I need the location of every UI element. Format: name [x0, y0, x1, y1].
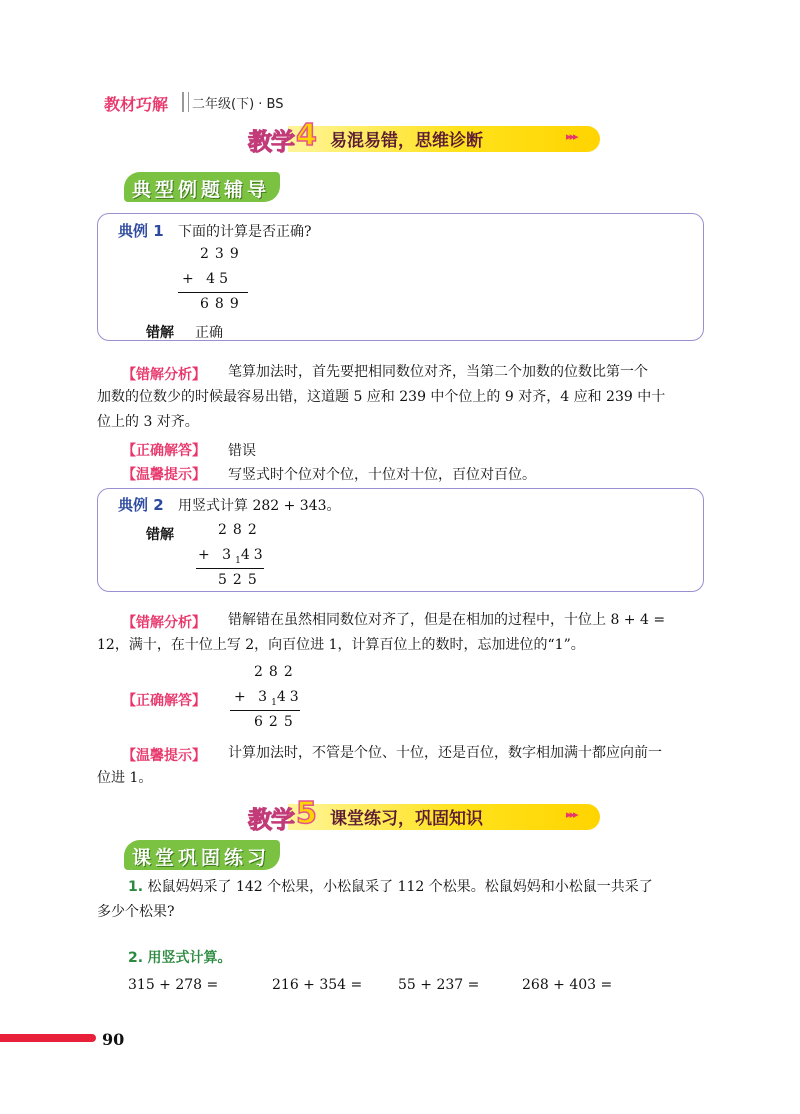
calc-3-addend [234, 689, 303, 708]
exercise-1-line-2: 多少个松果? [97, 904, 175, 920]
page-number: 90 [102, 1030, 125, 1049]
calc-addend: + 45 [182, 271, 232, 287]
exercise-2-item: 315 + 278 = [128, 977, 219, 993]
calc-2-result: 525 [218, 572, 263, 588]
sub-banner-examples [124, 172, 280, 206]
calc-top: 239 [200, 246, 245, 262]
exercise-2-heading [128, 946, 232, 971]
calc-2-line [196, 568, 264, 569]
sub-banner-title: 课堂巩固练习 [132, 847, 271, 869]
analysis-1-line-1: 笔算加法时，首先要把相同数位对齐，当第二个加数的位数比第一个 [228, 364, 648, 380]
arrows-icon: ▸▸▸ [566, 808, 577, 821]
banner-title: 易混易错，思维诊断 [330, 131, 483, 151]
calc-2-addend-a: + 3 [198, 547, 236, 563]
banner-step-number: 4 [296, 118, 317, 153]
tip-2-tag: 【温馨提示】 [122, 748, 206, 764]
example-2-label: 典例 2 [118, 496, 164, 514]
calc-2-addend-b: 43 [240, 547, 267, 563]
wrong-solution-label: 错解 [146, 325, 174, 341]
analysis-2-line-1: 错解错在虽然相同数位对齐了，但是在相加的过程中，十位上 8 + 4 = [228, 612, 666, 628]
arrows-icon: ▸▸▸ [566, 130, 577, 143]
example-2-question: 用竖式计算 282 + 343。 [178, 498, 341, 514]
tip-2-line-1: 计算加法时，不管是个位、十位，还是百位，数字相加满十都应向前一 [228, 745, 662, 761]
wrong-solution-label-2: 错解 [146, 527, 174, 543]
answer-2-tag: 【正确解答】 [122, 693, 206, 709]
book-title: 教材巧解 [104, 95, 169, 114]
calc-3-addend-a: + 3 [234, 689, 272, 705]
carry-mark: 1 [235, 555, 241, 566]
calc-2-top: 282 [218, 522, 263, 538]
calc-line [178, 292, 248, 293]
exercise-2-title: 用竖式计算。 [147, 950, 232, 966]
exercise-2-item: 268 + 403 = [522, 977, 613, 993]
tip-1-text: 写竖式时个位对个位，十位对十位，百位对百位。 [228, 467, 536, 483]
analysis-2-tag: 【错解分析】 [122, 615, 206, 631]
grade-label: 二年级(下) · BS [192, 97, 284, 112]
exercise-2-number: 2. [128, 950, 144, 966]
exercise-2-item: 216 + 354 = [272, 977, 363, 993]
sub-banner-practice [124, 840, 280, 874]
example-1-label: 典例 1 [118, 222, 164, 240]
calc-result: 689 [200, 296, 245, 312]
wrong-solution-text: 正确 [195, 325, 223, 341]
section-4-banner [248, 118, 600, 158]
banner-step-number: 5 [296, 796, 317, 831]
analysis-1-line-3: 位上的 3 对齐。 [97, 414, 199, 430]
calc-3-result: 625 [254, 714, 299, 730]
exercise-1-line-1 [128, 875, 653, 900]
analysis-2-line-2: 12，满十，在十位上写 2，向百位进 1，计算百位上的数时，忘加进位的“1”。 [97, 637, 585, 653]
tip-1-tag: 【温馨提示】 [122, 467, 206, 483]
calc-3-top: 282 [254, 664, 299, 680]
analysis-1-tag: 【错解分析】 [122, 367, 206, 383]
exercise-1-text: 松鼠妈妈采了 142 个松果，小松鼠采了 112 个松果。松鼠妈妈和小松鼠一共采了 [147, 879, 653, 895]
tip-2-line-2: 位进 1。 [97, 770, 153, 786]
calc-3-line [230, 710, 300, 711]
exercise-2-item: 55 + 237 = [398, 977, 480, 993]
calc-3-addend-b: 43 [276, 689, 303, 705]
banner-step-label: 教学 [248, 806, 294, 834]
calc-2-addend [198, 547, 267, 566]
answer-1-text: 错误 [228, 443, 256, 459]
exercise-1-number: 1. [128, 879, 144, 895]
analysis-1-line-2: 加数的位数少的时候最容易出错，这道题 5 应和 239 中个位上的 9 对齐，4 应和 239 中十 [97, 389, 666, 405]
header-divider [182, 92, 189, 112]
example-1-question: 下面的计算是否正确? [178, 224, 312, 240]
sub-banner-title: 典型例题辅导 [132, 179, 271, 201]
footer-red-bar [0, 1034, 96, 1042]
banner-step-label: 教学 [248, 128, 294, 156]
carry-mark: 1 [271, 697, 277, 708]
answer-1-tag: 【正确解答】 [122, 443, 206, 459]
section-5-banner [248, 796, 600, 836]
banner-title: 课堂练习，巩固知识 [330, 809, 483, 829]
